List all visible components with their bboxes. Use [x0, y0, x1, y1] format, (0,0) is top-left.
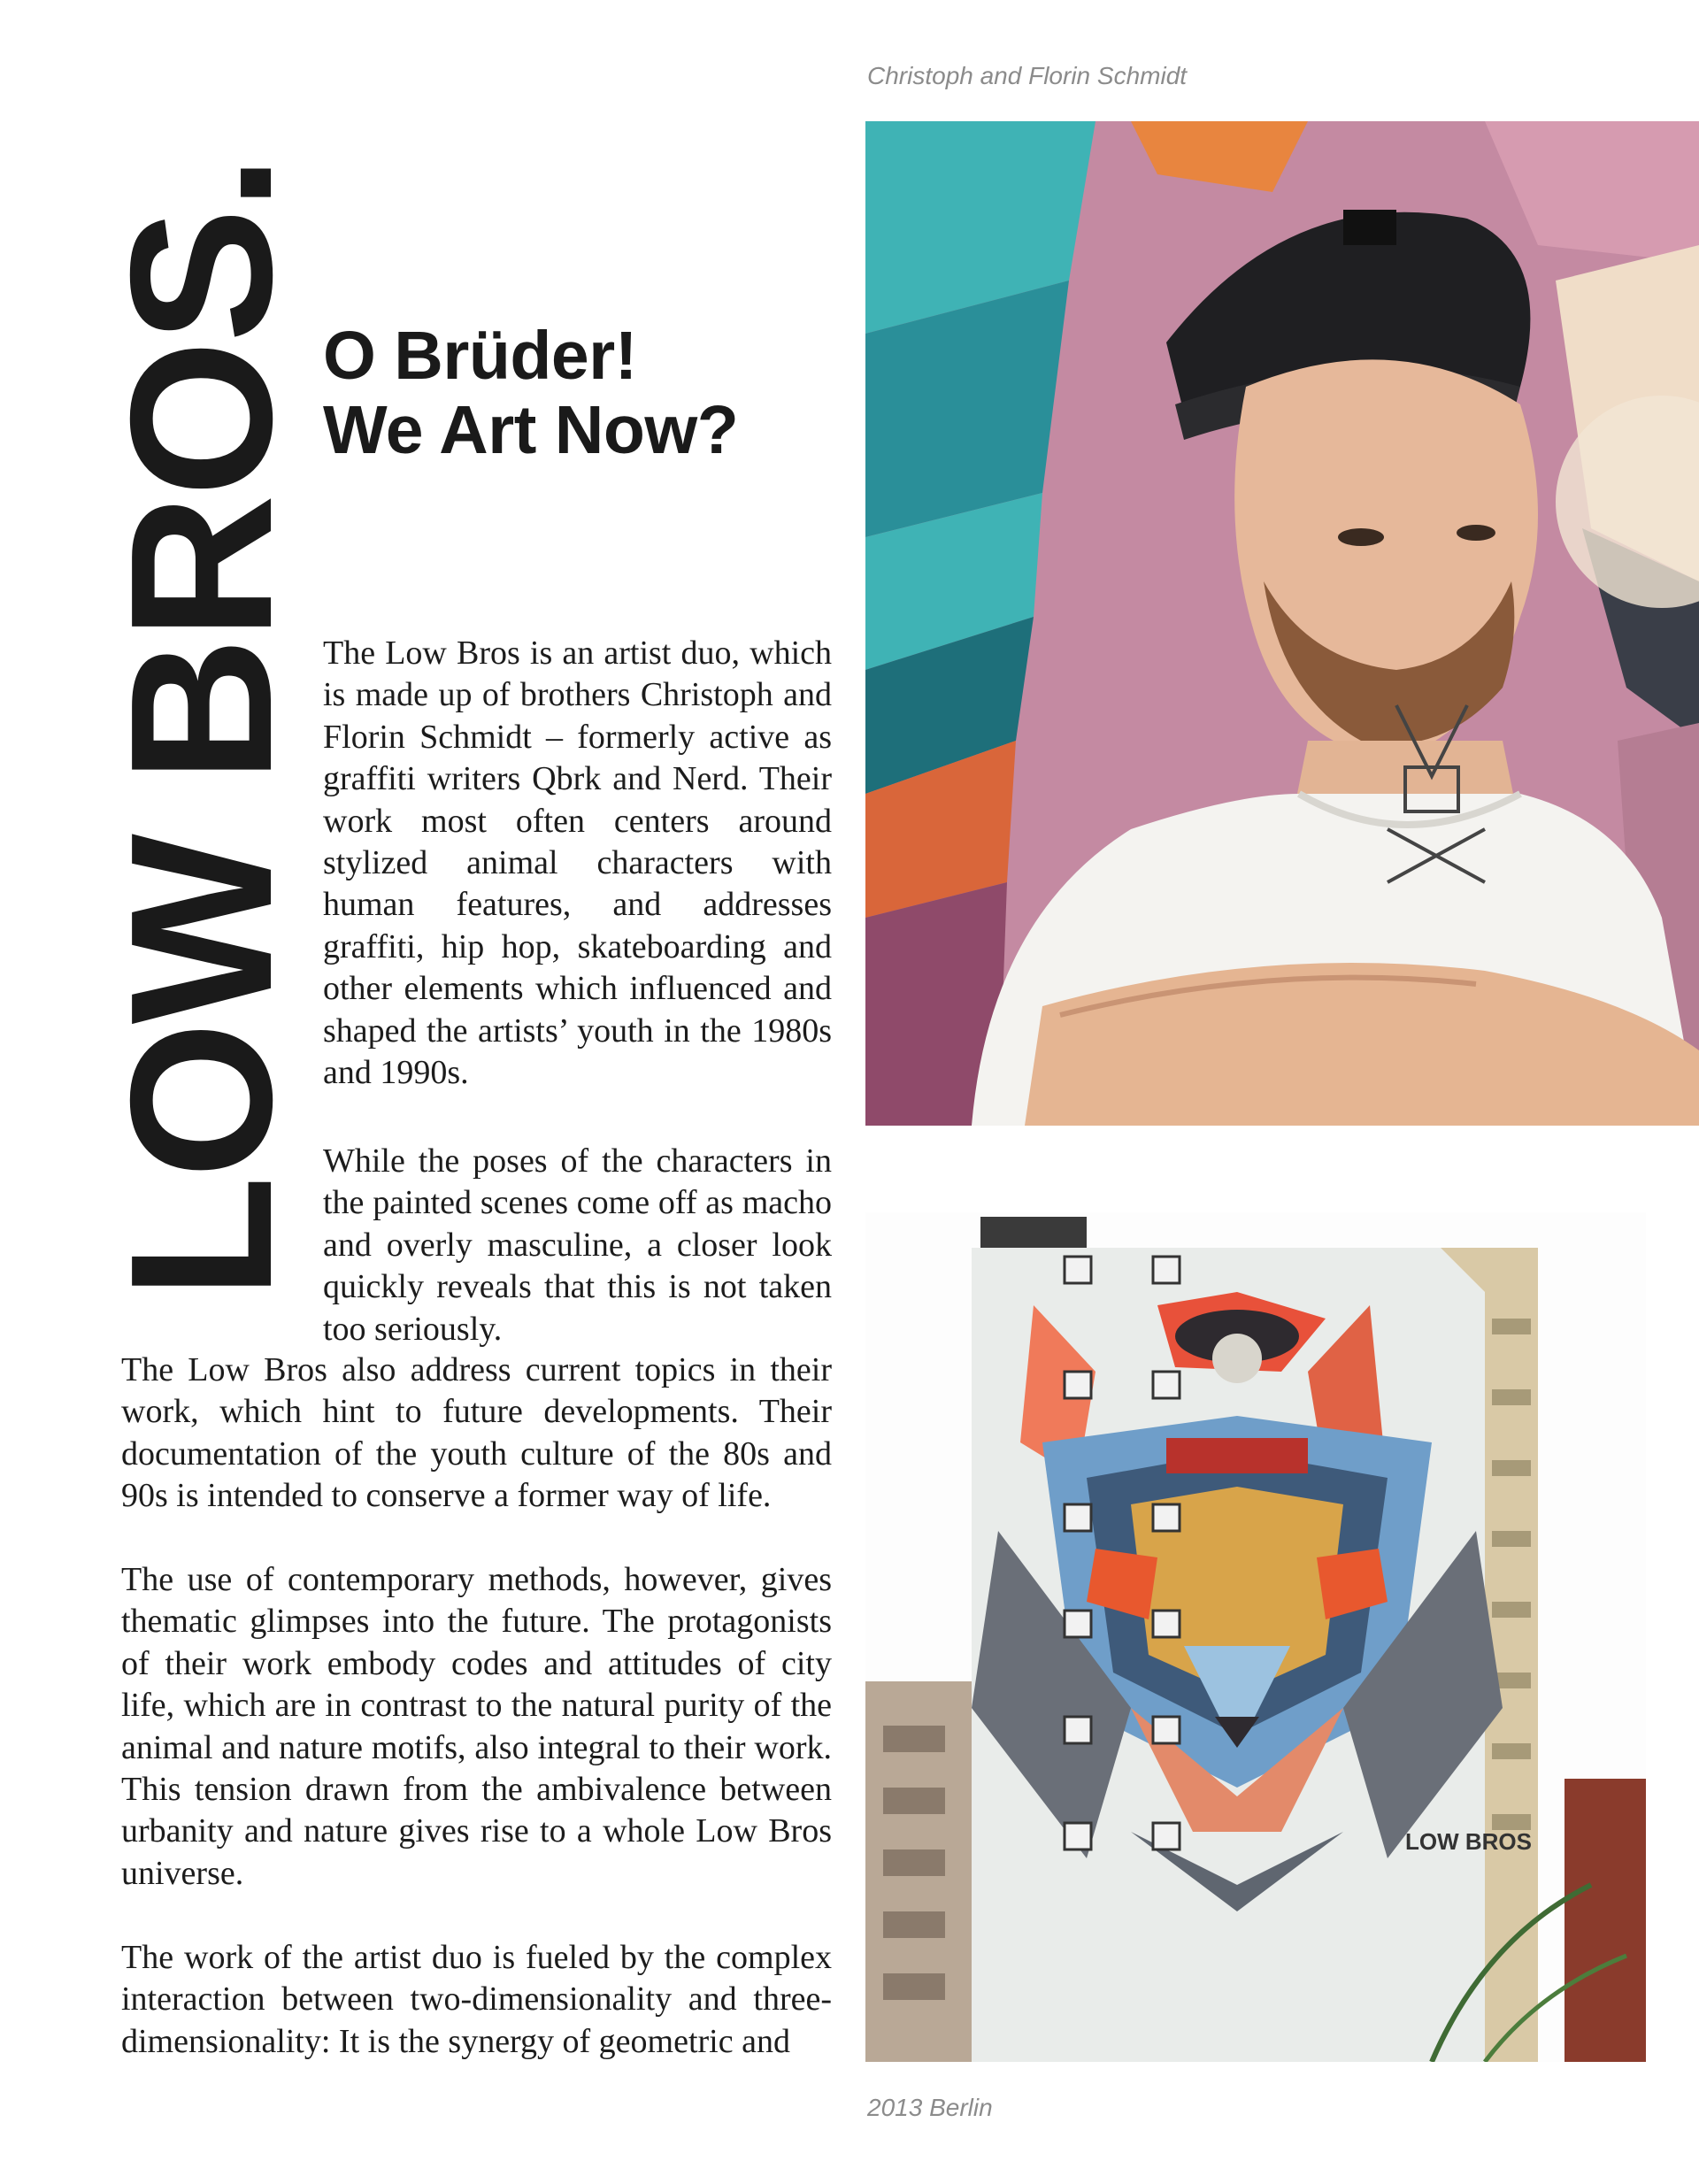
body-paragraph-3: The use of contemporary methods, however, gives thematic glimpses into the future. The protagonists of their work embody codes and attitudes of city life, which are in contrast to the natural purity of the animal and nature motifs, also integral to their work. This tension drawn from the ambivalence between urbanity and nature gives rise to a whole Low Bros universe.: [121, 1561, 832, 1892]
headline: [323, 319, 854, 467]
mural-signature: LOW BROS: [1405, 1828, 1532, 1855]
body-paragraph-4: The work of the artist duo is fueled by the complex interaction between two-dimensionality and three-dimensionality: It is the synergy of geometric and: [121, 1939, 832, 2060]
mural-photo: [865, 1212, 1646, 2062]
body-paragraph-1: The Low Bros is an artist duo, which is made up of brothers Christoph and Florin Schmidt – formerly active as graffiti writers Qbrk and Nerd. Their work most often centers around stylized animal characters with human features, and addresses graffiti, hip hop, skateboarding and other elements which influenced and shaped the artists’ youth in the 1980s and 1990s.: [323, 634, 832, 1092]
photo-caption-top: Christoph and Florin Schmidt: [867, 62, 1188, 89]
mural-illustration: [865, 1212, 1646, 2062]
vertical-title: LOW BROS.: [89, 157, 314, 1299]
portrait-photo: [865, 121, 1699, 1126]
headline-line-1: O Brüder!: [323, 318, 637, 394]
photo-caption-bottom: 2013 Berlin: [867, 2094, 993, 2121]
body-paragraph-2a: While the poses of the characters in the painted scenes come off as macho and overly masculine, a closer look quickly reveals that this is not taken too seriously.: [323, 1142, 832, 1348]
body-paragraph-2b: The Low Bros also address current topics in their work, which hint to future developments. Their documentation of the youth culture of the 80s and 90s is intended to conserve a former way of life.: [121, 1351, 832, 1515]
portrait-illustration: [865, 121, 1699, 1126]
headline-line-2: We Art Now?: [323, 392, 739, 468]
